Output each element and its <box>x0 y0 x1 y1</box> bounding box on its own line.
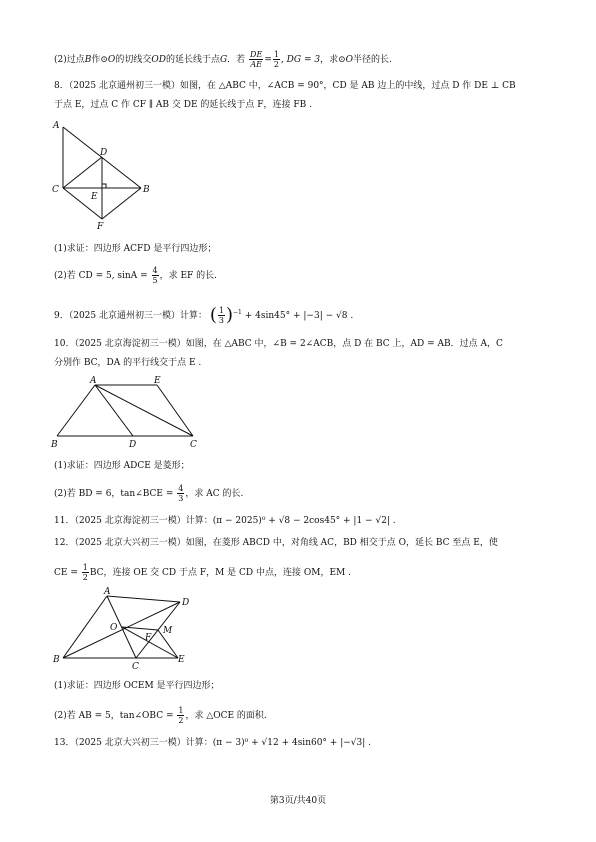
q12-segment-ad <box>107 596 180 602</box>
q10-segment-ac <box>95 385 193 436</box>
q8-part2 <box>54 266 217 285</box>
q10-label-a: A <box>90 376 97 386</box>
q7-text: 半径的长. <box>353 55 392 65</box>
q8-label-d: D <box>100 148 108 158</box>
q10-part2-text: (2)若 BD = 6，tan∠BCE = <box>54 489 174 499</box>
q10-part2-text: ，求 AC 的长. <box>185 489 244 499</box>
q7-text: ，求⊙ <box>320 55 346 65</box>
q7-fraction-de-ae: $\frac{DE}{AE}$ <box>250 50 263 69</box>
q13-line: 13．（2025 北京大兴初三一模）计算：(π − 3)⁰ + √12 + 4sin60° + |−√3| . <box>54 738 371 748</box>
q7-var: O <box>345 55 354 65</box>
q7-text: (2)过点 <box>54 55 85 65</box>
q12-figure <box>52 588 196 674</box>
q12-label-f: F <box>145 633 152 643</box>
q8-part1: (1)求证：四边形 ACFD 是平行四边形； <box>54 244 217 254</box>
q7-fraction-half: $\frac{1}{2}$ <box>273 50 279 69</box>
q10-segment-ec <box>157 385 193 436</box>
q12-part2-text: ，求 △OCE 的面积. <box>185 711 267 721</box>
q10-label-e: E <box>154 376 161 386</box>
q12-part2 <box>54 706 267 725</box>
q7-part2-line <box>54 50 392 69</box>
q12-label-o: O <box>110 623 118 633</box>
q12-part2-text: (2)若 AB = 5，tan∠OBC = <box>54 711 174 721</box>
q8-stem-line2: 于点 E，过点 C 作 CF ∥ AB 交 DE 的延长线于点 F，连接 FB . <box>54 100 312 110</box>
q9-text: 9．（2025 北京通州初三一模）计算： <box>54 311 207 321</box>
q10-label-b: B <box>51 440 58 450</box>
q10-figure <box>50 374 202 450</box>
q7-text: = <box>264 55 272 65</box>
q12-segment-ab <box>63 596 107 658</box>
q9-paren-fraction: ( <box>209 304 217 326</box>
q8-part2-text: (2)若 CD = 5, sinA = <box>54 271 148 281</box>
q10-segment-ad <box>95 385 133 436</box>
q12-label-a: A <box>104 587 111 597</box>
page-footer: 第3页/共40页 <box>269 796 327 806</box>
q12-stem-line2 <box>54 563 351 582</box>
q12-label-d: D <box>182 598 190 608</box>
q12-stem-line1: 12．（2025 北京大兴初三一模）如图，在菱形 ABCD 中，对角线 AC，BD 相交于点 O，延长 BC 至点 E，使 <box>54 538 498 548</box>
q12-label-e: E <box>178 655 185 665</box>
q8-segment-cd <box>63 157 102 188</box>
q7-var: O <box>107 55 116 65</box>
q7-text: 的切线交 <box>115 55 152 65</box>
q12-fraction: $\frac{1}{2}$ <box>82 563 88 582</box>
q10-part2 <box>54 484 243 503</box>
q7-var: B <box>84 55 92 65</box>
q8-part2-text: ，求 EF 的长. <box>159 271 217 281</box>
q8-segment-fb <box>102 188 141 219</box>
q7-text: 作⊙ <box>91 55 108 65</box>
q8-fraction: $\frac{4}{5}$ <box>152 266 158 285</box>
q10-stem-line2: 分别作 BC，DA 的平行线交于点 E . <box>54 358 202 368</box>
q9-line <box>54 306 353 325</box>
q7-var: G <box>219 55 228 65</box>
q9-exponent: −1 <box>233 309 242 316</box>
q10-fraction: $\frac{4}{3}$ <box>178 484 184 503</box>
q12-label-m: M <box>163 626 173 636</box>
q8-label-e: E <box>91 192 98 202</box>
q12-label-c: C <box>132 662 139 672</box>
q8-figure <box>52 118 158 230</box>
q7-text: 的延长线于点 <box>165 55 220 65</box>
q10-label-c: C <box>190 440 197 450</box>
q8-label-f: F <box>97 222 104 232</box>
q8-right-angle-mark <box>102 184 106 188</box>
q9-paren-close: ) <box>226 304 234 326</box>
q11-line: 11．（2025 北京海淀初三一模）计算：(π − 2025)⁰ + √8 − 2cos45° + |1 − √2| . <box>54 516 396 526</box>
q7-text: ．若 <box>227 55 246 65</box>
q10-label-d: D <box>129 440 137 450</box>
q8-stem-line1: 8．（2025 北京通州初三一模）如图，在 △ABC 中，∠ACB = 90°，CD 是 AB 边上的中线，过点 D 作 DE ⊥ CB <box>54 81 516 91</box>
q8-label-b: B <box>143 185 150 195</box>
q7-var: OD <box>151 55 166 65</box>
q12-text: CE = <box>54 568 78 578</box>
q9-fraction: $\frac{1}{3}$ <box>218 306 224 325</box>
q9-text: + 4sin45° + |−3| − √8 . <box>244 311 354 321</box>
q8-label-a: A <box>53 121 60 131</box>
q12-part1: (1)求证：四边形 OCEM 是平行四边形； <box>54 681 220 691</box>
q12-text: BC，连接 OE 交 CD 于点 F，M 是 CD 中点，连接 OM，EM . <box>89 568 351 578</box>
q7-var: , DG = 3 <box>280 55 321 65</box>
q10-segment-ab <box>57 385 95 436</box>
q10-stem-line1: 10．（2025 北京海淀初三一模）如图，在 △ABC 中，∠B = 2∠ACB，点 D 在 BC 上，AD = AB．过点 A，C <box>54 339 503 349</box>
q12-part2-fraction: $\frac{1}{2}$ <box>178 706 184 725</box>
q8-label-c: C <box>52 185 59 195</box>
q12-label-b: B <box>53 655 60 665</box>
q10-part1: (1)求证：四边形 ADCE 是菱形； <box>54 461 190 471</box>
